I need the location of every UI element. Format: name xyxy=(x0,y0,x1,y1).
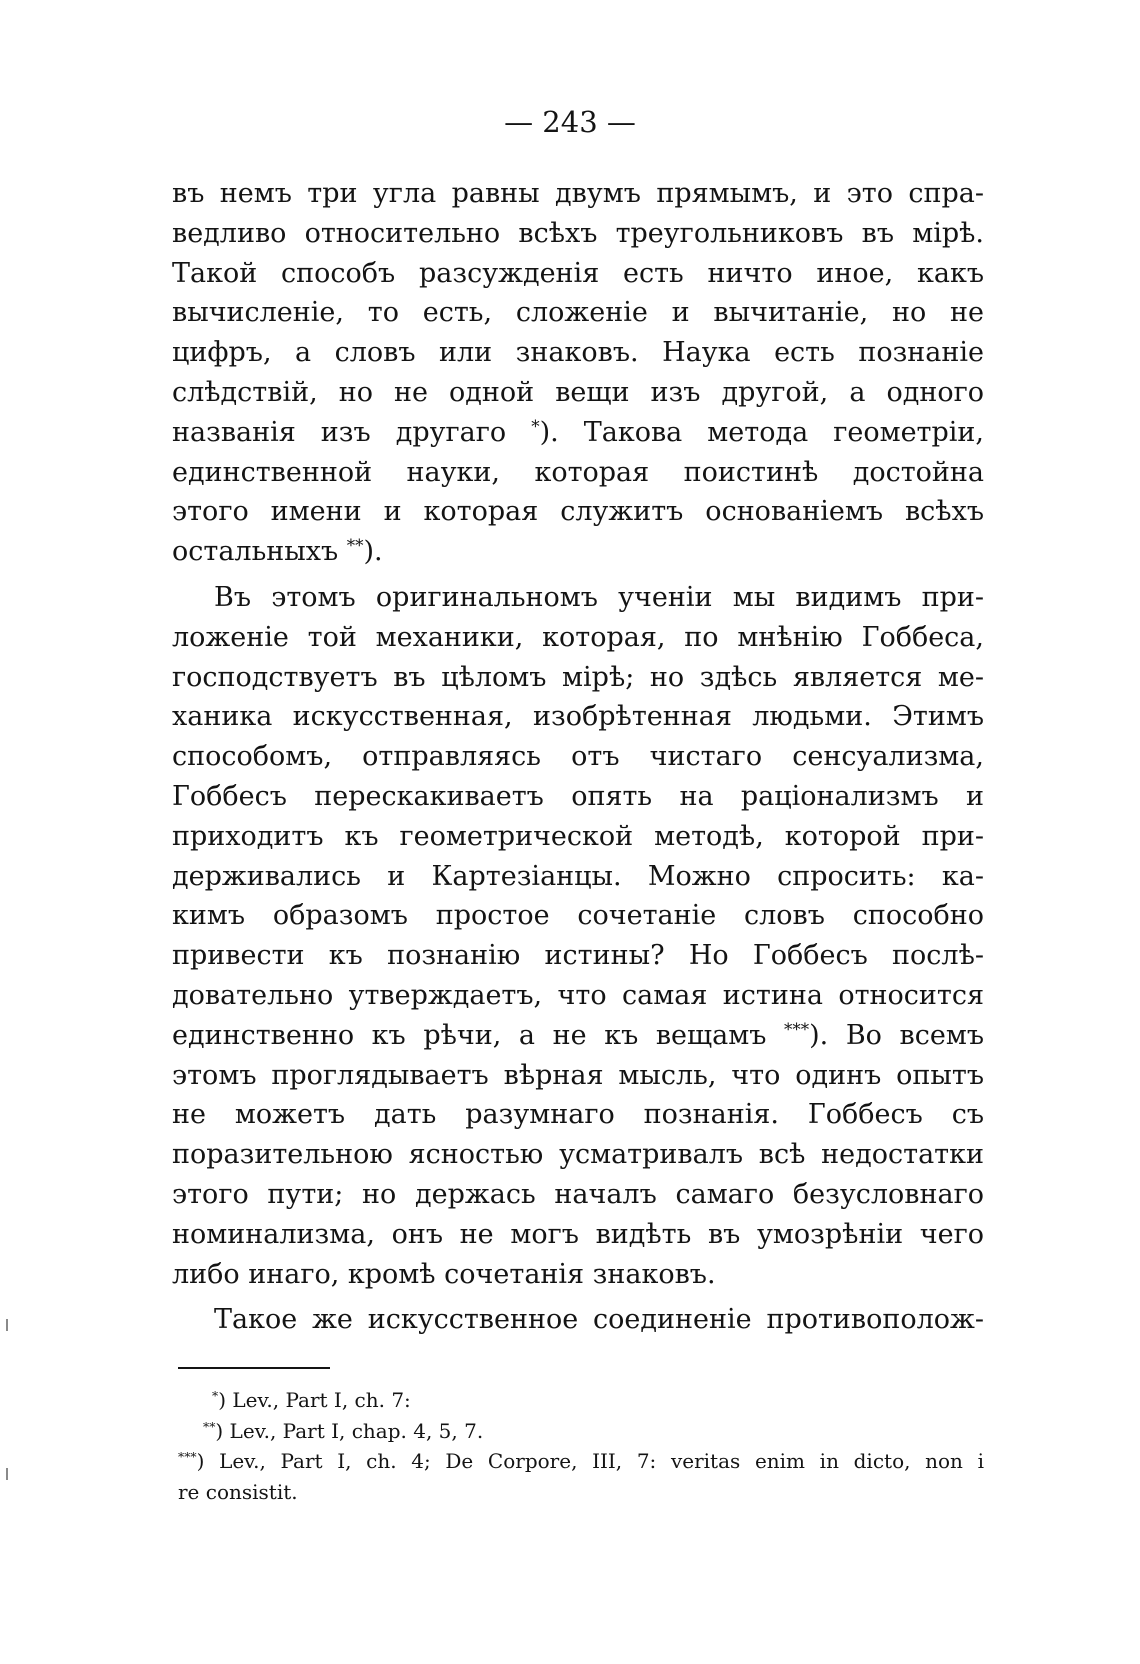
text-line: держивались и Картезіанцы. Можно спросить: ка- xyxy=(172,860,984,892)
text-line: въ немъ три угла равны двумъ прямымъ, и это спра- xyxy=(172,178,984,209)
footnote-3-continuation: re consistit. xyxy=(178,1479,298,1504)
text-line: Такое же искусственное соединеніе противополож- xyxy=(214,1304,984,1336)
text-line: единственно къ рѣчи, а не къ вещамъ ***). Во всемъ xyxy=(172,1018,984,1051)
paragraph-2 xyxy=(172,578,984,1294)
text-line: цифръ, а словъ или знаковъ. Наука есть познаніе xyxy=(172,337,984,369)
footnote-2: **) Lev., Part I, chap. 4, 5, 7. xyxy=(203,1418,484,1443)
text-line: кимъ образомъ простое сочетаніе словъ способно xyxy=(172,900,984,932)
text-line: Въ этомъ оригинальномъ ученіи мы видимъ при- xyxy=(214,581,984,613)
text-line: этомъ проглядываетъ вѣрная мысль, что одинъ опытъ xyxy=(172,1059,984,1091)
footnote-1: *) Lev., Part I, ch. 7: xyxy=(212,1388,411,1412)
text-line: поразительною ясностью усматривалъ всѣ недостатки xyxy=(172,1139,984,1171)
text-line: ведливо относительно всѣхъ треугольниковъ въ мірѣ. xyxy=(172,217,984,249)
text-line: этого пути; но держась началъ самаго безусловнаго xyxy=(172,1178,984,1210)
footnote-divider xyxy=(178,1367,330,1369)
footnote-marker: * xyxy=(212,1388,219,1404)
text-line: довательно утверждаетъ, что самая истина относится xyxy=(172,979,984,1011)
text-line: не можетъ дать разумнаго познанія. Гоббесъ съ xyxy=(172,1099,984,1131)
footnotes xyxy=(178,1385,984,1507)
text-line: господствуетъ въ цѣломъ мірѣ; но здѣсь является ме- xyxy=(172,661,984,693)
footnote-marker: *** xyxy=(784,1018,810,1039)
text-line: этого имени и которая служитъ основаніемъ всѣхъ xyxy=(172,496,984,528)
text-line: ложеніе той механики, которая, по мнѣнію Гоббеса, xyxy=(172,621,984,653)
scan-margin-mark xyxy=(6,1319,8,1331)
page-number: — 243 — xyxy=(504,105,636,139)
paragraph-1 xyxy=(172,174,984,572)
footnote-marker: ** xyxy=(346,534,364,555)
text-line: номинализма, онъ не могъ видѣть въ умозрѣніи чего xyxy=(172,1218,984,1250)
footnote-3: ***) Lev., Part I, ch. 4; De Corpore, III, 7: veritas enim in dicto, non i xyxy=(178,1449,984,1473)
text-line: Гоббесъ перескакиваетъ опять на раціонализмъ и xyxy=(172,780,984,812)
footnote-marker: ** xyxy=(203,1418,216,1434)
text-line: слѣдствій, но не одной вещи изъ другой, а одного xyxy=(172,376,984,408)
text-line: либо инаго, кромѣ сочетанія знаковъ. xyxy=(172,1258,716,1290)
footnote-marker: *** xyxy=(178,1449,197,1465)
text-line: ханика искусственная, изобрѣтенная людьми. Этимъ xyxy=(172,701,984,733)
text-line: Такой способъ разсужденія есть ничто иное, какъ xyxy=(172,257,984,289)
text-line: вычисленіе, то есть, сложеніе и вычитаніе, но не xyxy=(172,297,984,329)
footnote-marker: * xyxy=(531,415,540,436)
text-line: приходитъ къ геометрической методѣ, которой при- xyxy=(172,820,984,852)
text-line: остальныхъ **). xyxy=(172,534,383,568)
text-line: единственной науки, которая поистинѣ достойна xyxy=(172,456,984,488)
paragraph-3 xyxy=(172,1300,984,1340)
text-line: названія изъ другаго *). Такова метода геометріи, xyxy=(172,415,984,448)
text-line: привести къ познанію истины? Но Гоббесъ послѣ- xyxy=(172,940,984,972)
main-text xyxy=(172,174,984,1340)
text-line: способомъ, отправляясь отъ чистаго сенсуализма, xyxy=(172,741,984,773)
scan-margin-mark xyxy=(6,1468,8,1480)
